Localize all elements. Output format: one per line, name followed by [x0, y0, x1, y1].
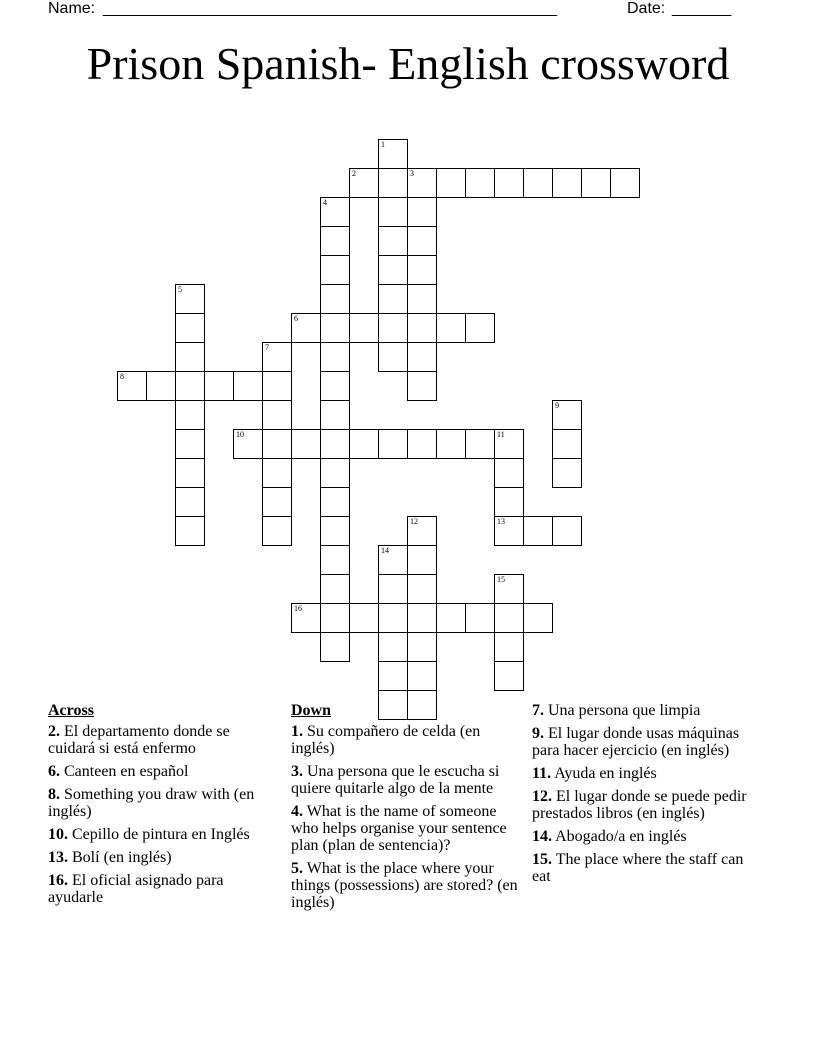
grid-cell[interactable]	[262, 371, 292, 401]
grid-cell[interactable]	[349, 603, 379, 633]
across-clues	[48, 702, 270, 912]
grid-cell[interactable]	[407, 284, 437, 314]
grid-cell[interactable]	[407, 516, 437, 546]
clue-item	[48, 723, 270, 757]
clue-item-text: El lugar donde se puede pedir prestados libros (en inglés)	[532, 788, 747, 822]
grid-cell[interactable]	[262, 400, 292, 430]
grid-cell[interactable]	[552, 516, 582, 546]
clue-number: 4	[323, 198, 327, 207]
grid-cell[interactable]	[378, 661, 408, 691]
down-clue-list	[291, 723, 519, 911]
grid-cell[interactable]	[407, 661, 437, 691]
grid-cell[interactable]	[407, 168, 437, 198]
down-heading: Down	[291, 702, 332, 719]
grid-cell[interactable]	[552, 400, 582, 430]
grid-cell[interactable]	[320, 458, 350, 488]
clue-item-text: Una persona que le escucha si quiere quitarle algo de la mente	[291, 763, 500, 797]
grid-cell[interactable]	[465, 603, 495, 633]
grid-cell[interactable]	[320, 574, 350, 604]
clue-item-text: El oficial asignado para ayudarle	[48, 872, 224, 906]
grid-cell[interactable]	[378, 313, 408, 343]
grid-cell[interactable]	[552, 458, 582, 488]
down-clues	[291, 702, 519, 917]
date-label: Date:	[627, 0, 666, 17]
grid-cell[interactable]	[320, 371, 350, 401]
clue-item	[532, 725, 764, 759]
grid-cell[interactable]	[407, 313, 437, 343]
grid-cell[interactable]	[320, 545, 350, 575]
grid-cell[interactable]	[320, 487, 350, 517]
clue-item	[291, 860, 519, 911]
clue-item-text: Abogado/a en inglés	[552, 828, 687, 845]
grid-cell[interactable]	[262, 458, 292, 488]
grid-cell[interactable]	[320, 516, 350, 546]
clue-item	[532, 788, 764, 822]
grid-cell[interactable]	[407, 255, 437, 285]
clue-number: 8	[120, 372, 124, 381]
grid-cell[interactable]	[378, 284, 408, 314]
grid-cell[interactable]	[523, 168, 553, 198]
clue-item-number: 14 .	[532, 828, 552, 845]
grid-cell[interactable]	[146, 371, 176, 401]
clue-item-number: 9 .	[532, 725, 544, 742]
grid-cell[interactable]	[262, 516, 292, 546]
clue-item-text: What is the name of someone who helps organise your sentence plan (plan de sentencia)?	[291, 803, 507, 854]
grid-cell[interactable]	[320, 313, 350, 343]
clue-item-text: El departamento donde se cuidará si está enfermo	[48, 723, 230, 757]
grid-cell[interactable]	[378, 632, 408, 662]
clue-item	[291, 803, 519, 854]
name-field[interactable]: ______________________________________________________	[103, 0, 557, 17]
grid-cell[interactable]	[465, 429, 495, 459]
clue-item-number: 12 .	[532, 788, 552, 805]
grid-cell[interactable]	[262, 342, 292, 372]
across-clue-list	[48, 723, 270, 906]
grid-cell[interactable]	[233, 429, 263, 459]
grid-cell[interactable]	[494, 487, 524, 517]
grid-cell[interactable]	[552, 168, 582, 198]
clue-number: 10	[236, 430, 244, 439]
grid-cell[interactable]	[378, 197, 408, 227]
grid-cell[interactable]	[494, 661, 524, 691]
clue-item-number: 16 .	[48, 872, 68, 889]
grid-cell[interactable]	[320, 226, 350, 256]
grid-cell[interactable]	[175, 284, 205, 314]
grid-cell[interactable]	[320, 255, 350, 285]
name-label: Name:	[48, 0, 96, 17]
grid-cell[interactable]	[407, 197, 437, 227]
grid-cell[interactable]	[610, 168, 640, 198]
down-clues-continued	[532, 702, 764, 891]
grid-cell[interactable]	[320, 284, 350, 314]
grid-cell[interactable]	[407, 429, 437, 459]
clue-item	[532, 851, 764, 885]
clue-number: 12	[410, 517, 418, 526]
clue-item	[532, 702, 764, 719]
clue-item-number: 5 .	[291, 860, 303, 877]
across-heading: Across	[48, 702, 94, 719]
grid-cell[interactable]	[233, 371, 263, 401]
clue-item	[48, 849, 270, 866]
grid-cell[interactable]	[407, 342, 437, 372]
clue-item-number: 13 .	[48, 849, 68, 866]
clue-number: 11	[497, 430, 505, 439]
clue-item	[48, 872, 270, 906]
grid-cell[interactable]	[175, 429, 205, 459]
clue-number: 3	[410, 169, 414, 178]
clue-item	[532, 828, 764, 845]
clue-number: 14	[381, 546, 389, 555]
grid-cell[interactable]	[291, 429, 321, 459]
grid-cell[interactable]	[494, 168, 524, 198]
clue-item	[48, 763, 270, 780]
grid-cell[interactable]	[291, 313, 321, 343]
grid-cell[interactable]	[320, 429, 350, 459]
grid-cell[interactable]	[349, 168, 379, 198]
clue-item	[48, 826, 270, 843]
date-field[interactable]: _______	[672, 0, 731, 17]
grid-cell[interactable]	[581, 168, 611, 198]
grid-cell[interactable]	[204, 371, 234, 401]
grid-cell[interactable]	[436, 603, 466, 633]
grid-cell[interactable]	[407, 632, 437, 662]
clue-number: 16	[294, 604, 302, 613]
clue-number: 1	[381, 140, 385, 149]
clue-item-text: The place where the staff can eat	[532, 851, 744, 885]
grid-cell[interactable]	[175, 516, 205, 546]
grid-cell[interactable]	[494, 429, 524, 459]
grid-cell[interactable]	[175, 371, 205, 401]
clue-item-text: Una persona que limpia	[544, 702, 701, 719]
grid-cell[interactable]	[320, 197, 350, 227]
clue-item-text: El lugar donde usas máquinas para hacer ejercicio (en inglés)	[532, 725, 740, 759]
grid-cell[interactable]	[378, 574, 408, 604]
grid-cell[interactable]	[175, 487, 205, 517]
clue-number: 2	[352, 169, 356, 178]
grid-cell[interactable]	[494, 632, 524, 662]
grid-cell[interactable]	[407, 545, 437, 575]
grid-cell[interactable]	[378, 226, 408, 256]
grid-cell[interactable]	[523, 603, 553, 633]
grid-cell[interactable]	[320, 603, 350, 633]
grid-cell[interactable]	[175, 313, 205, 343]
clue-item-number: 1 .	[291, 723, 303, 740]
clue-item	[291, 763, 519, 797]
clue-item-number: 4 .	[291, 803, 303, 820]
clue-item-text: Something you draw with (en inglés)	[48, 786, 255, 820]
clue-item-number: 15 .	[532, 851, 552, 868]
grid-cell[interactable]	[378, 545, 408, 575]
grid-cell[interactable]	[378, 255, 408, 285]
clue-number: 6	[294, 314, 298, 323]
clue-item-number: 11 .	[532, 765, 551, 782]
grid-cell[interactable]	[175, 342, 205, 372]
clue-item	[291, 723, 519, 757]
grid-cell[interactable]	[436, 313, 466, 343]
grid-cell[interactable]	[494, 458, 524, 488]
clue-number: 9	[555, 401, 559, 410]
grid-cell[interactable]	[523, 516, 553, 546]
grid-cell[interactable]	[407, 226, 437, 256]
clue-item-number: 6 .	[48, 763, 60, 780]
clue-item-number: 10 .	[48, 826, 68, 843]
grid-cell[interactable]	[378, 139, 408, 169]
clue-item	[532, 765, 764, 782]
grid-cell[interactable]	[378, 429, 408, 459]
clue-item	[48, 786, 270, 820]
clue-item-text: What is the place where your things (possessions) are stored? (en inglés)	[291, 860, 518, 911]
grid-cell[interactable]	[494, 603, 524, 633]
clue-number: 13	[497, 517, 505, 526]
clue-number: 5	[178, 285, 182, 294]
grid-cell[interactable]	[407, 603, 437, 633]
grid-cell[interactable]	[378, 168, 408, 198]
grid-cell[interactable]	[349, 429, 379, 459]
clue-item-number: 8 .	[48, 786, 60, 803]
grid-cell[interactable]	[262, 487, 292, 517]
grid-cell[interactable]	[320, 400, 350, 430]
clue-item-number: 2 .	[48, 723, 60, 740]
grid-cell[interactable]	[175, 400, 205, 430]
clue-item-text: Ayuda en inglés	[551, 765, 657, 782]
grid-cell[interactable]	[262, 429, 292, 459]
grid-cell[interactable]	[349, 313, 379, 343]
clue-item-text: Cepillo de pintura en Inglés	[68, 826, 250, 843]
clue-number: 7	[265, 343, 269, 352]
grid-cell[interactable]	[117, 371, 147, 401]
grid-cell[interactable]	[291, 603, 321, 633]
clue-item-text: Bolí (en inglés)	[68, 849, 172, 866]
grid-cell[interactable]	[175, 458, 205, 488]
page-title: Prison Spanish- English crossword	[86, 38, 730, 89]
grid-cell[interactable]	[407, 574, 437, 604]
grid-cell[interactable]	[320, 342, 350, 372]
clue-item-text: Su compañero de celda (en inglés)	[291, 723, 481, 757]
grid-cell[interactable]	[378, 342, 408, 372]
grid-cell[interactable]	[320, 632, 350, 662]
clue-item-number: 7 .	[532, 702, 544, 719]
grid-cell[interactable]	[552, 429, 582, 459]
clue-number: 15	[497, 575, 505, 584]
clue-item-number: 3 .	[291, 763, 303, 780]
grid-cell[interactable]	[407, 371, 437, 401]
grid-cell[interactable]	[494, 516, 524, 546]
grid-cell[interactable]	[465, 313, 495, 343]
grid-cell[interactable]	[494, 574, 524, 604]
grid-cell[interactable]	[465, 168, 495, 198]
grid-cell[interactable]	[436, 168, 466, 198]
down-clue-list-continued	[532, 702, 764, 885]
grid-cell[interactable]	[378, 603, 408, 633]
grid-cell[interactable]	[436, 429, 466, 459]
clue-item-text: Canteen en español	[60, 763, 189, 780]
